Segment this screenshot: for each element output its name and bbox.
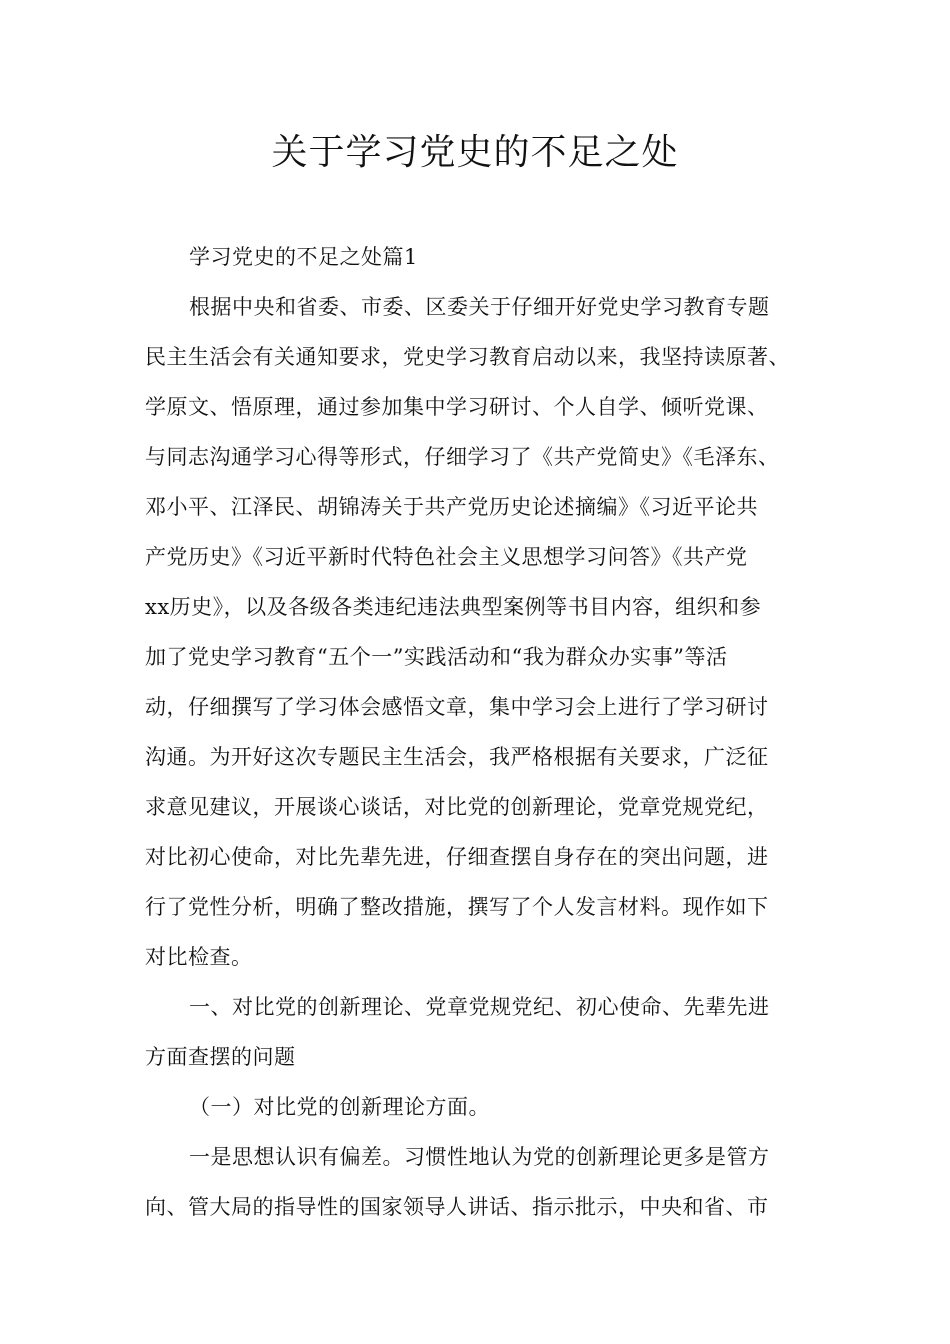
section-line: 方面查摆的问题 — [145, 1045, 296, 1069]
paragraph-line: 产党历史》《习近平新时代特色社会主义思想学习问答》《共产党 — [145, 545, 748, 569]
paragraph-line: 动，仔细撰写了学习体会感悟文章，集中学习会上进行了学习研讨 — [145, 695, 769, 719]
paragraph-line: 与同志沟通学习心得等形式，仔细学习了《共产党简史》《毛泽东、 — [145, 445, 780, 469]
paragraph-line: 行了党性分析，明确了整改措施，撰写了个人发言材料。现作如下 — [145, 895, 769, 919]
paragraph-line: 沟通。为开好这次专题民主生活会，我严格根据有关要求，广泛征 — [145, 745, 769, 769]
paragraph-line: 对比检查。 — [145, 945, 253, 969]
subsection-line: （一）对比党的创新理论方面。 — [189, 1095, 490, 1119]
paragraph-line: 一是思想认识有偏差。习惯性地认为党的创新理论更多是管方 — [189, 1145, 770, 1169]
paragraph-line: 学原文、悟原理，通过参加集中学习研讨、个人自学、倾听党课、 — [145, 395, 769, 419]
document-title: 关于学习党史的不足之处 — [271, 132, 679, 173]
paragraph-intro — [145, 282, 815, 982]
paragraph-line: 民主生活会有关通知要求，党史学习教育启动以来，我坚持读原著、 — [145, 345, 790, 369]
document-body — [145, 232, 815, 1232]
subsection-one-heading — [145, 1082, 815, 1132]
paragraph-line: 求意见建议，开展谈心谈话，对比党的创新理论，党章党规党纪， — [145, 795, 769, 819]
heading-line: 学习党史的不足之处篇1 — [189, 245, 418, 269]
section-line: 一、对比党的创新理论、党章党规党纪、初心使命、先辈先进 — [189, 995, 770, 1019]
section-heading — [145, 232, 815, 282]
paragraph-line: 向、管大局的指导性的国家领导人讲话、指示批示，中央和省、市 — [145, 1195, 769, 1219]
section-one-heading — [145, 982, 815, 1082]
paragraph-line: 根据中央和省委、市委、区委关于仔细开好党史学习教育专题 — [189, 295, 770, 319]
paragraph-line: xx历史》，以及各级各类违纪违法典型案例等书目内容，组织和参 — [145, 595, 762, 619]
paragraph-line: 邓小平、江泽民、胡锦涛关于共产党历史论述摘编》《习近平论共 — [145, 495, 758, 519]
paragraph-line: 加了党史学习教育“五个一”实践活动和“我为群众办实事”等活 — [145, 645, 728, 669]
paragraph-line: 对比初心使命，对比先辈先进，仔细查摆自身存在的突出问题，进 — [145, 845, 769, 869]
paragraph-issue-one — [145, 1132, 815, 1232]
